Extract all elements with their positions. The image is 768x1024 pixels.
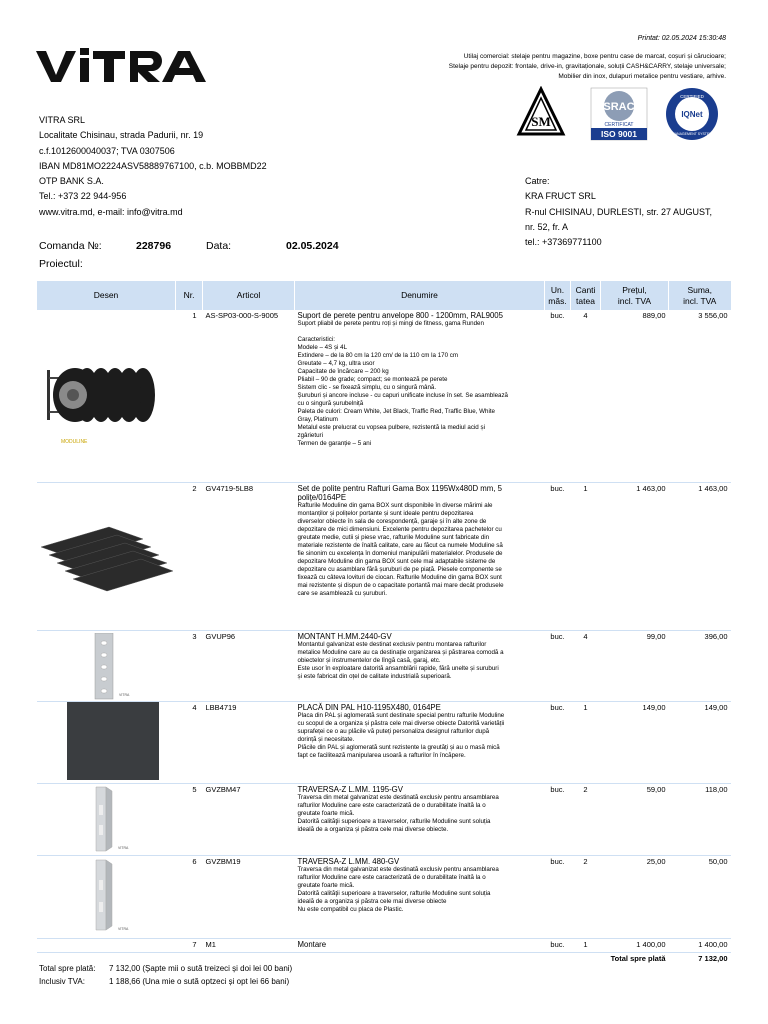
svg-text:IQNet: IQNet xyxy=(681,110,703,119)
client-info xyxy=(525,174,735,250)
article-code: GVZBM47 xyxy=(203,783,295,855)
table-row xyxy=(37,482,731,630)
product-image-cell xyxy=(37,482,176,630)
price: 1 463,00 xyxy=(601,482,669,630)
price: 149,00 xyxy=(601,701,669,783)
unit: buc. xyxy=(545,630,571,701)
product-image-cell xyxy=(37,938,176,952)
product-details: Montantul galvanizat este destinat exclusiv pentru montarea rafturilor metalice Moduline care au ca destinație organizarea și păstrarea comodă a obiectelor și instrumentelor de lîngă casă, garaj, etc. Este usor în exploatare datorită ansamblării rapide, fără unelte și suruburi și este fabricat din oțel de calitate industrială superioară. xyxy=(297,640,504,680)
company-bank: OTP BANK S.A. xyxy=(39,176,104,187)
product-name: TRAVERSA-Z L.MM. 480-GV xyxy=(297,856,400,866)
sum: 1 400,00 xyxy=(669,938,731,952)
table-row xyxy=(37,310,731,482)
product-image-cell xyxy=(37,310,176,482)
quantity: 1 xyxy=(571,482,601,630)
product-description-cell xyxy=(295,701,545,783)
vitra-label: VITRA xyxy=(117,926,128,931)
printed-timestamp: Printat: 02.05.2024 15:30:48 xyxy=(637,35,726,42)
order-info xyxy=(39,240,339,252)
product-name: Set de polite pentru Rafturi Gama Box 1195Wx480D mm, 5 polițe/0164PE xyxy=(297,483,502,502)
product-image-cell xyxy=(37,630,176,701)
article-code: GVZBM19 xyxy=(203,855,295,938)
company-address: Localitate Chisinau, strada Padurii, nr. 19 xyxy=(39,130,204,141)
unit: buc. xyxy=(545,482,571,630)
quantity: 1 xyxy=(571,701,601,783)
column-header-article: Articol xyxy=(203,281,295,310)
svg-text:CERTIFIED: CERTIFIED xyxy=(680,94,704,99)
order-number: 228796 xyxy=(136,240,172,252)
footer-total-text: 7 132,00 (Șapte mii o sută treizeci și doi lei 00 bani) xyxy=(109,964,293,973)
product-name: PLACĂ DIN PAL H10-1195X480, 0164PE xyxy=(297,702,441,712)
footer-totals xyxy=(39,963,292,988)
quantity: 1 xyxy=(571,938,601,952)
company-iban: IBAN MD81MO2224ASV58889767100, c.b. MOBBMD22 xyxy=(39,160,267,171)
vitra-logo xyxy=(36,45,221,85)
row-number: 1 xyxy=(176,310,203,482)
company-tagline xyxy=(396,52,726,82)
sum: 396,00 xyxy=(669,630,731,701)
upright-image xyxy=(77,633,137,701)
column-header-sum: Suma, incl. TVA xyxy=(669,281,731,310)
product-description-cell xyxy=(295,482,545,630)
product-name: MONTANT H.MM.2440-GV xyxy=(297,631,392,641)
price: 59,00 xyxy=(601,783,669,855)
sum: 3 556,00 xyxy=(669,310,731,482)
total-row xyxy=(37,952,731,964)
iqnet-certified-icon xyxy=(666,88,718,140)
tagline-line: Mobilier din inox, dulapuri metalice pentru vestiare, arhive. xyxy=(558,73,726,80)
logo-text: VITRA xyxy=(36,45,39,46)
company-phone: Tel.: +373 22 944-956 xyxy=(39,191,127,202)
article-code: LBB4719 xyxy=(203,701,295,783)
product-details: Placa din PAL și aglomerată sunt destinate special pentru rafturile Moduline cu scopul de a organiza și păstra cele mai diverse obiecte Datorită varietății suprafeței ce o au plăcile vă puteți personaliza designul rafturilor după dorință și necesitate. Plăcile din PAL și aglomerată sunt rezistente la greutăți și au o masă mică fapt ce facilitează manipularea usoară a rafturilor în încăpere. xyxy=(297,711,505,759)
product-description-cell xyxy=(295,855,545,938)
unit: buc. xyxy=(545,855,571,938)
sum: 50,00 xyxy=(669,855,731,938)
svg-text:CERTIFICAT: CERTIFICAT xyxy=(604,122,634,128)
row-number: 7 xyxy=(176,938,203,952)
unit: buc. xyxy=(545,783,571,855)
client-label: Catre: xyxy=(525,176,550,186)
unit: buc. xyxy=(545,938,571,952)
product-image-cell xyxy=(37,783,176,855)
unit: buc. xyxy=(545,701,571,783)
footer-total-label: Total spre plată: xyxy=(39,964,96,973)
product-details: Rafturile Moduline din gama BOX sunt disponibile în diverse mărimi ale montanților și polițelor portante și sunt ideale pentru depozitarea diverselor obiecte în sala de corespondență, garaje și în alte zone de depozitare de mici dimensiuni. Excelente pentru depozitarea pachetelor cu greutate medie, cutii și piese vrac, rafturile Moduline sunt fabricate din materiale rezistente de înaltă calitate, care au făcut ca numele Moduline să fie sinonim cu excelența în domeniul manipulării materialelor. Produsele de depozitare Moduline din gama BOX sunt cele mai adaptabile sisteme de depozitare cu asamblare fără șuruburi de pe piață. Piesele componente se fixează cu câteva lovituri de ciocan. Rafturile Moduline din gama BOX sunt mai rezistente și dispun de o capacitate portantă mai mare decât produsele care se asamblează cu șuruburi. xyxy=(297,501,504,597)
price: 99,00 xyxy=(601,630,669,701)
row-number: 5 xyxy=(176,783,203,855)
table-row xyxy=(37,783,731,855)
tagline-line: Utilaj comercial: stelaje pentru magazine, boxe pentru case de marcat, coșuri și cărucioare; xyxy=(463,53,726,60)
order-date: 02.05.2024 xyxy=(286,240,339,252)
product-details: Traversa din metal galvanizat este destinată exclusiv pentru ansamblarea rafturilor Moduline care este caracterizată de o durabilitate înaltă la o greutate foarte mică. Datorită calităţii superioare a traverselor, rafturile Moduline sunt soluția ideală de a organiza și păstra cele mai diverse obiecte Nu este compatibil cu placa de Plastic. xyxy=(297,865,499,913)
product-details: Traversa din metal galvanizat este destinată exclusiv pentru ansamblarea rafturilor Moduline care este caracterizată de o durabilitate înaltă la o greutate foarte mică. Datorită calităţii superioare a traverselor, rafturile Moduline sunt soluția ideală de a organiza și păstra cele mai diverse obiecte. xyxy=(297,793,499,833)
client-phone: tel.: +37369771100 xyxy=(525,237,602,248)
company-fiscal-code: c.f.1012600040037; TVA 0307506 xyxy=(39,145,175,156)
tagline-line: Stelaje pentru depozit: frontale, drive-in, gravitaționale, soluții CASH&CARRY, stelaje universale; xyxy=(448,63,726,70)
column-header-nr: Nr. xyxy=(176,281,203,310)
product-description-cell xyxy=(295,938,545,952)
client-name: KRA FRUCT SRL xyxy=(525,191,596,202)
price: 889,00 xyxy=(601,310,669,482)
product-description-cell xyxy=(295,783,545,855)
table-header-row xyxy=(37,281,731,310)
client-address: R-nul CHISINAU, DURLESTI, str. 27 AUGUST, xyxy=(525,206,713,217)
price: 1 400,00 xyxy=(601,938,669,952)
order-label: Comanda №: xyxy=(39,240,102,252)
svg-text:MANAGEMENT SYSTEM: MANAGEMENT SYSTEM xyxy=(671,132,713,136)
product-image-cell xyxy=(37,701,176,783)
column-header-unit: Un. măs. xyxy=(545,281,571,310)
project-label: Proiectul: xyxy=(39,258,83,270)
vitra-label: VITRA xyxy=(117,845,128,850)
product-description-cell xyxy=(295,630,545,701)
column-header-drawing: Desen xyxy=(37,281,176,310)
quantity: 4 xyxy=(571,310,601,482)
chipboard-panel-image xyxy=(67,702,159,780)
vitra-label: VITRA xyxy=(118,692,129,697)
column-header-price: Prețul, incl. TVA xyxy=(601,281,669,310)
product-name: Montare xyxy=(297,939,327,949)
price: 25,00 xyxy=(601,855,669,938)
svg-text:SRAC: SRAC xyxy=(603,101,635,113)
tire-rack-image xyxy=(41,330,171,460)
product-description-cell xyxy=(295,310,545,482)
moduline-label: MODULINE xyxy=(60,439,87,445)
article-code: AS-SP03-000-S-9005 xyxy=(203,310,295,482)
total-label: Total spre plată xyxy=(610,953,666,963)
column-header-name: Denumire xyxy=(295,281,545,310)
svg-text:ISO 9001: ISO 9001 xyxy=(601,129,637,139)
sum: 1 463,00 xyxy=(669,482,731,630)
table-row xyxy=(37,855,731,938)
date-label: Data: xyxy=(206,240,232,252)
company-info xyxy=(39,113,267,220)
footer-vat-text: 1 188,66 (Una mie o sută optzeci și opt lei 66 bani) xyxy=(109,976,290,986)
product-image-cell xyxy=(37,855,176,938)
unit: buc. xyxy=(545,310,571,482)
company-web-email: www.vitra.md, e-mail: info@vitra.md xyxy=(39,206,183,217)
sum: 149,00 xyxy=(669,701,731,783)
company-name: VITRA SRL xyxy=(39,115,86,125)
row-number: 3 xyxy=(176,630,203,701)
product-details: Suport pliabil de perete pentru roți și mingi de fitness, gama Runden Caracteristici: Modele – 4S și 4L Extindere – de la 80 cm la 120 cm/ de la 110 cm la 170 cm Greutate – 4,7 kg, ultra usor Capacitate de încărcare – 200 kg Pliabil – 90 de grade; compact; se montează pe perete Sistem clic - se fixează simplu, cu o singură mână. Șuruburi și ancore incluse - cu capuri unificate incluse în set. Se asamblează cu o singură șurubelniță Paleta de culori: Cream White, Jet Black, Traffic Red, Traffic Blue, White Gray, Platinum Metalul este prelucrat cu vopsea pulbere, rezistentă la mediul acid și zgârieturi Termen de garanție – 5 ani xyxy=(297,320,508,447)
total-value: 7 132,00 xyxy=(698,953,728,963)
z-beam-image xyxy=(72,858,142,936)
z-beam-image xyxy=(72,785,142,855)
quantity: 2 xyxy=(571,783,601,855)
sum: 118,00 xyxy=(669,783,731,855)
table-row xyxy=(37,630,731,701)
article-code: GVUP96 xyxy=(203,630,295,701)
certification-logos xyxy=(516,86,722,142)
row-number: 2 xyxy=(176,482,203,630)
row-number: 4 xyxy=(176,701,203,783)
footer-vat-label: Inclusiv TVA: xyxy=(39,976,85,986)
article-code: GV4719-5LB8 xyxy=(203,482,295,630)
product-name: TRAVERSA-Z L.MM. 1195-GV xyxy=(297,784,403,794)
quantity: 2 xyxy=(571,855,601,938)
client-address: nr. 52, fr. A xyxy=(525,221,569,232)
shelf-set-image xyxy=(39,507,175,607)
article-code: M1 xyxy=(203,938,295,952)
svg-text:SM: SM xyxy=(531,114,551,129)
product-name: Suport de perete pentru anvelope 800 - 1200mm, RAL9005 xyxy=(297,311,503,320)
column-header-quantity: Canti tatea xyxy=(571,281,601,310)
row-number: 6 xyxy=(176,855,203,938)
smc-certification-icon xyxy=(519,89,563,134)
items-table xyxy=(36,281,731,964)
quantity: 4 xyxy=(571,630,601,701)
srac-iso-9001-icon xyxy=(591,88,647,140)
table-row xyxy=(37,938,731,952)
table-row xyxy=(37,701,731,783)
